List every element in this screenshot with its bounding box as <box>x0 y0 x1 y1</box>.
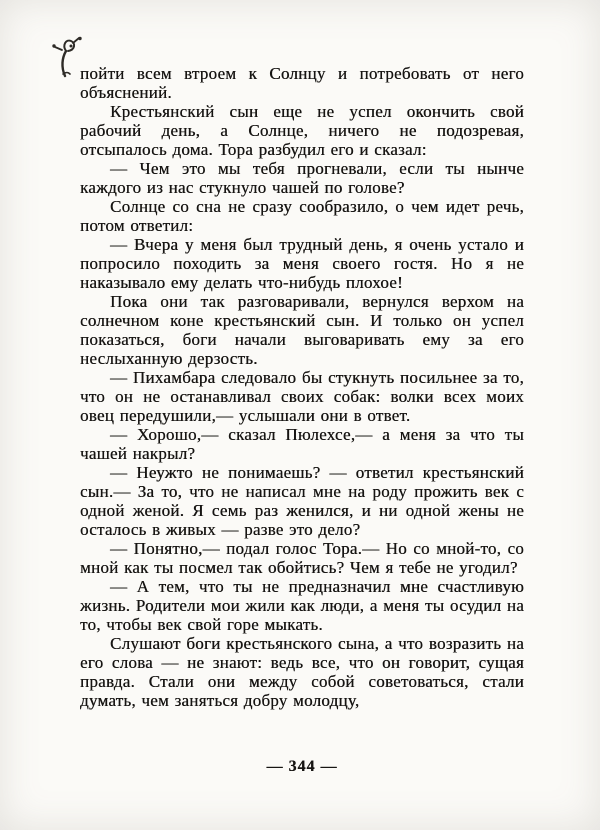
paragraph: — А тем, что ты не предназначил мне счастливую жизнь. Родители мои жили как люди, а меня ты осудил на то, чтобы век свой горе мыкать. <box>80 577 524 634</box>
page-number: — 344 — <box>266 758 338 775</box>
paragraph: Слушают боги крестьянского сына, а что возразить на его слова — не знают: ведь все, что он говорит, сущая правда. Стали они между собой советоваться, стали думать, чем заняться добру молодцу, <box>80 634 524 710</box>
paragraph: — Вчера у меня был трудный день, я очень устало и попросило походить за меня своего гостя. Но я не наказывало ему делать что-нибудь плохое! <box>80 235 524 292</box>
paragraph: Пока они так разговаривали, вернулся верхом на солнечном коне крестьянский сын. И только он успел показаться, боги начали выговаривать ему за его неслыханную дерзость. <box>80 292 524 368</box>
body-text <box>80 64 524 710</box>
paragraph: — Хорошо,— сказал Пюлехсе,— а меня за что ты чашей накрыл? <box>80 425 524 463</box>
paragraph: — Неужто не понимаешь? — ответил крестьянский сын.— За то, что не написал мне на роду прожить век с одной женой. Я семь раз женился, и ни одной жены не осталось в живых — разве это дело? <box>80 463 524 539</box>
paragraph: пойти всем втроем к Солнцу и потребовать от него объяснений. <box>80 64 524 102</box>
paragraph: Крестьянский сын еще не успел окончить свой рабочий день, а Солнце, ничего не подозревая, отсыпалось дома. Тора разбудил его и сказал: <box>80 102 524 159</box>
paragraph: — Чем это мы тебя прогневали, если ты нынче каждого из нас стукнуло чашей по голове? <box>80 159 524 197</box>
paragraph: — Понятно,— подал голос Тора.— Но со мной-то, со мной как ты посмел так обойтись? Чем я тебе не угодил? <box>80 539 524 577</box>
paragraph: Солнце со сна не сразу сообразило, о чем идет речь, потом ответил: <box>80 197 524 235</box>
paragraph: — Пихамбара следовало бы стукнуть посильнее за то, что он не останавливал своих собак: волки всех моих овец передушили,— услышали они в ответ. <box>80 368 524 425</box>
